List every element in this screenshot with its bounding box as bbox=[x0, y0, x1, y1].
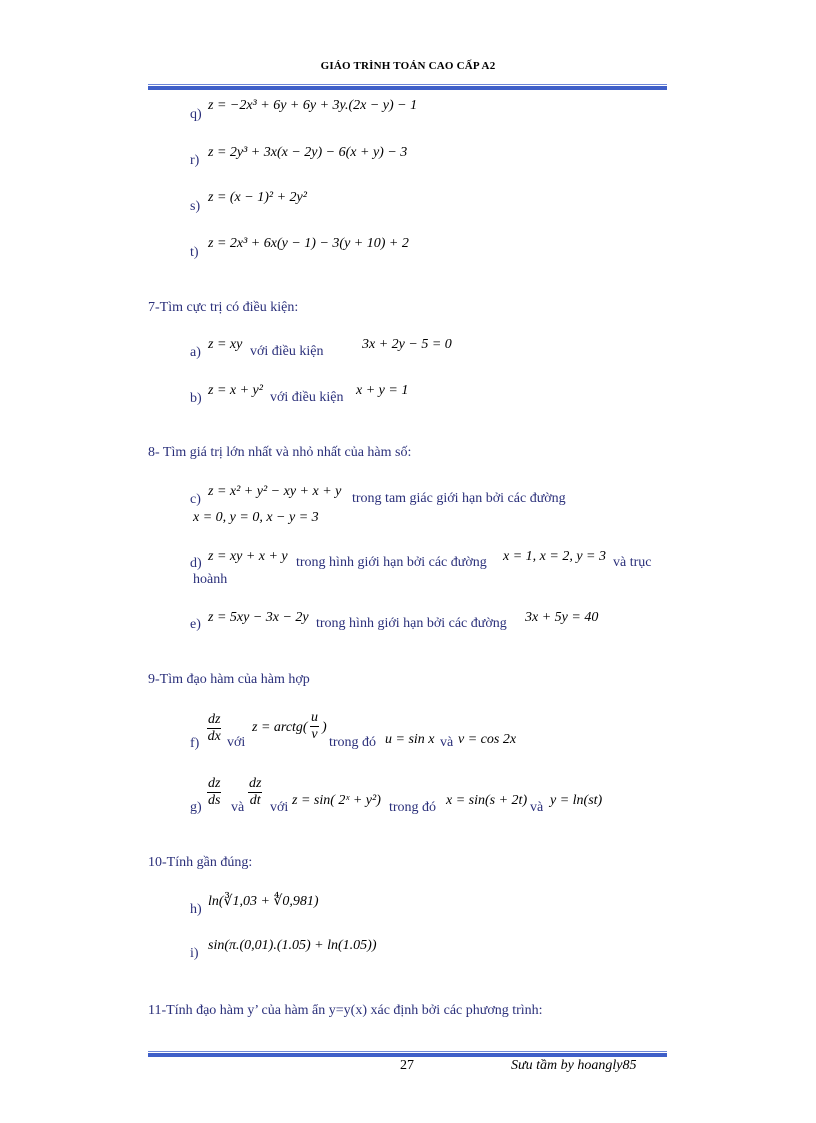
formula-9g-x: x = sin(s + 2t) bbox=[446, 793, 528, 808]
formula-8e: z = 5xy − 3x − 2y bbox=[208, 610, 309, 625]
item-label-t: t) bbox=[190, 245, 199, 260]
fraction-dz-dx bbox=[207, 712, 221, 745]
text-9f-voi: với bbox=[227, 735, 246, 750]
formula-9g-z: z = sin( 2ˣ + y²) bbox=[292, 793, 381, 808]
footer-rule bbox=[148, 1051, 667, 1057]
text-8d-tail: và trục bbox=[613, 555, 652, 570]
fraction-dz-dt-den: dt bbox=[249, 793, 261, 808]
section-8-heading: 8- Tìm giá trị lớn nhất và nhỏ nhất của hàm số: bbox=[148, 445, 412, 460]
page-number: 27 bbox=[400, 1058, 414, 1073]
formula-7b-condition: x + y = 1 bbox=[356, 383, 409, 398]
text-9f-trongdo: trong đó bbox=[329, 735, 377, 750]
fraction-u-v-num: u bbox=[311, 710, 318, 725]
header-rule bbox=[148, 84, 667, 90]
section-9-heading: 9-Tìm đạo hàm của hàm hợp bbox=[148, 672, 310, 687]
fraction-u-v bbox=[310, 710, 319, 743]
formula-10h: ln(∛1,03 + ∜0,981) bbox=[208, 894, 319, 909]
formula-s: z = (x − 1)² + 2y² bbox=[208, 190, 307, 205]
item-label-q: q) bbox=[190, 107, 202, 122]
formula-r: z = 2y³ + 3x(x − 2y) − 6(x + y) − 3 bbox=[208, 145, 408, 160]
formula-10i: sin(π.(0,01).(1.05) + ln(1.05)) bbox=[208, 938, 377, 953]
formula-8c: z = x² + y² − xy + x + y bbox=[208, 484, 342, 499]
formula-8d-condition: x = 1, x = 2, y = 3 bbox=[503, 549, 606, 564]
text-9f-va: và bbox=[440, 735, 454, 750]
item-label-10h: h) bbox=[190, 902, 202, 917]
text-9g-voi: với bbox=[270, 800, 289, 815]
item-label-8e: e) bbox=[190, 617, 201, 632]
section-7-heading: 7-Tìm cực trị có điều kiện: bbox=[148, 300, 299, 315]
item-label-8d: d) bbox=[190, 556, 202, 571]
formula-7b: z = x + y² bbox=[208, 383, 263, 398]
item-label-7b: b) bbox=[190, 391, 202, 406]
section-10-heading: 10-Tính gần đúng: bbox=[148, 855, 253, 870]
formula-9f-u: u = sin x bbox=[385, 732, 435, 747]
text-8d: trong hình giới hạn bởi các đường bbox=[296, 555, 487, 570]
fraction-dz-ds-num: dz bbox=[208, 776, 221, 791]
text-8c: trong tam giác giới hạn bởi các đường bbox=[352, 491, 566, 506]
formula-9f-z-pre: z = arctg( bbox=[252, 720, 308, 735]
page-header-title: GIÁO TRÌNH TOÁN CAO CẤP A2 bbox=[320, 60, 496, 72]
formula-q: z = −2x³ + 6y + 6y + 3y.(2x − y) − 1 bbox=[208, 98, 418, 113]
formula-t: z = 2x³ + 6x(y − 1) − 3(y + 10) + 2 bbox=[208, 236, 409, 251]
formula-9f-v: v = cos 2x bbox=[458, 732, 517, 747]
text-8e: trong hình giới hạn bởi các đường bbox=[316, 616, 507, 631]
fraction-dz-dt-num: dz bbox=[249, 776, 262, 791]
text-8d-tail2: hoành bbox=[193, 572, 228, 587]
fraction-dz-ds-den: ds bbox=[208, 793, 221, 808]
item-label-8c: c) bbox=[190, 492, 201, 507]
formula-7a: z = xy bbox=[208, 337, 243, 352]
text-7b-condition-label: với điều kiện bbox=[270, 390, 344, 405]
formula-7a-condition: 3x + 2y − 5 = 0 bbox=[362, 337, 452, 352]
item-label-s: s) bbox=[190, 199, 201, 214]
formula-8e-condition: 3x + 5y = 40 bbox=[525, 610, 599, 625]
item-label-r: r) bbox=[190, 153, 200, 168]
section-11-heading: 11-Tính đạo hàm y’ của hàm ẩn y=y(x) xác định bởi các phương trình: bbox=[148, 1003, 543, 1018]
fraction-u-v-den: v bbox=[311, 727, 318, 742]
text-9g-va2: và bbox=[530, 800, 544, 815]
item-label-10i: i) bbox=[190, 946, 199, 961]
formula-8d: z = xy + x + y bbox=[208, 549, 288, 564]
footer-credit: Sưu tầm by hoangly85 bbox=[511, 1058, 637, 1073]
fraction-dz-ds bbox=[207, 776, 221, 809]
formula-8c-condition: x = 0, y = 0, x − y = 3 bbox=[193, 510, 319, 525]
formula-9f-z-post: ) bbox=[322, 720, 327, 735]
text-9g-trongdo: trong đó bbox=[389, 800, 437, 815]
fraction-dz-dx-num: dz bbox=[208, 712, 221, 727]
item-label-7a: a) bbox=[190, 345, 201, 360]
fraction-dz-dx-den: dx bbox=[207, 729, 221, 744]
formula-9g-y: y = ln(st) bbox=[550, 793, 603, 808]
fraction-dz-dt bbox=[248, 776, 262, 809]
item-label-9f: f) bbox=[190, 736, 200, 751]
text-7a-condition-label: với điều kiện bbox=[250, 344, 324, 359]
item-label-9g: g) bbox=[190, 800, 202, 815]
text-9g-va1: và bbox=[231, 800, 245, 815]
